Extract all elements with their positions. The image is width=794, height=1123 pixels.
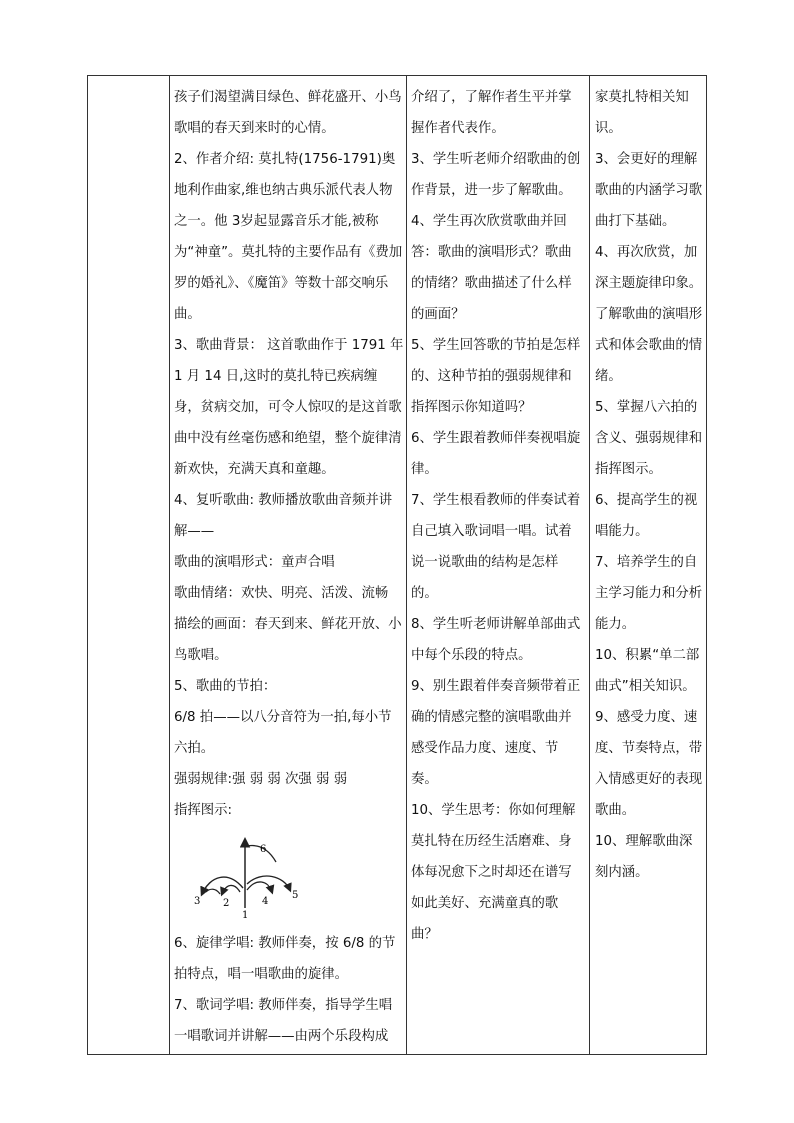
process-paragraph: 歌曲情绪：欢快、明亮、活泼、流畅 [174, 586, 389, 601]
goal-paragraph: 10、积累“单二部曲式”相关知识。 [595, 648, 700, 694]
process-paragraph: 6、旋律学唱: 教师伴奏，按 6/8 的节拍特点，唱一唱歌曲的旋律。 [174, 936, 396, 982]
teaching-process-column [174, 82, 404, 1052]
column-divider [169, 76, 170, 1054]
beat-label: 3 [194, 896, 201, 907]
goal-paragraph: 3、会更好的理解歌曲的内涵学习歌曲打下基础。 [595, 152, 703, 229]
goal-paragraph: 4、再次欣赏，加深主题旋律印象。了解歌曲的演唱形式和体会歌曲的情绪。 [595, 245, 703, 384]
beat-curve [247, 876, 290, 890]
student-paragraph: 5、学生回答歌的节拍是怎样的、这种节拍的强弱规律和指挥图示你知道吗？ [411, 338, 581, 415]
process-paragraph: 描绘的画面：春天到来、鲜花开放、小鸟歌唱。 [174, 617, 402, 663]
beat-curve [247, 882, 272, 892]
beat-curve [222, 885, 240, 894]
column-divider [406, 76, 407, 1054]
process-paragraph: 孩子们渴望满目绿色、鲜花盛开、小鸟歌唱的春天到来时的心情。 [174, 90, 402, 136]
process-paragraph: 4、复听歌曲: 教师播放歌曲音频并讲解—— [174, 493, 393, 539]
student-paragraph: 9、别生跟着伴奏音频带着正确的情感完整的演唱歌曲并感受作品力度、速度、节奏。 [411, 679, 581, 787]
process-paragraph: 6/8 拍——以八分音符为一拍,每小节六拍。 [174, 710, 392, 756]
student-paragraph: 4、学生再次欣赏歌曲并回答：歌曲的演唱形式？歌曲的情绪？歌曲描述了什么样的画面？ [411, 214, 572, 322]
student-paragraph: 8、学生听老师讲解单部曲式中每个乐段的特点。 [411, 617, 581, 663]
student-paragraph: 3、学生听老师介绍歌曲的创作背景，进一步了解歌曲。 [411, 152, 581, 198]
beat-label: 5 [292, 890, 299, 901]
beat-curve [206, 889, 220, 894]
process-paragraph: 强弱规律:强 弱 弱 次强 弱 弱 [174, 772, 348, 787]
goal-paragraph: 6、提高学生的视唱能力。 [595, 493, 698, 539]
lesson-table [87, 75, 707, 1055]
student-paragraph: 7、学生根看教师的伴奏试着自己填入歌词唱一唱。试着说一说歌曲的结构是怎样的。 [411, 493, 581, 601]
student-paragraph: 10、学生思考：你如何理解莫扎特在历经生活磨难、身体每况愈下之时却还在谱写如此美好、充满童真的歌曲？ [411, 803, 576, 942]
goal-paragraph: 5、掌握八六拍的含义、强弱规律和指挥图示。 [595, 400, 703, 477]
process-paragraph: 歌曲的演唱形式：童声合唱 [174, 555, 335, 570]
goal-paragraph: 10、理解歌曲深刻内涵。 [595, 834, 693, 880]
conducting-diagram [180, 832, 310, 920]
process-paragraph: 7、歌词学唱: 教师伴奏，指导学生唱一唱歌词并讲解——由两个乐段构成 [174, 998, 393, 1044]
process-paragraph: 3、歌曲背景： 这首歌曲作于 1791 年 1 月 14 日,这时的莫扎特已疾病缠身，贫病交加，可令人惊叹的是这首歌曲中没有丝毫伤感和绝望，整个旋律清新欢快，充满天真和童趣。 [174, 338, 404, 477]
beat-label: 2 [223, 898, 230, 909]
process-paragraph: 指挥图示: [174, 803, 233, 818]
student-paragraph: 6、学生跟着教师伴奏视唱旋律。 [411, 431, 581, 477]
design-intent-column [595, 82, 703, 888]
beat-label: 4 [262, 896, 269, 907]
beat-label: 6 [260, 844, 267, 855]
beat-label: 1 [242, 910, 249, 920]
process-paragraph: 5、歌曲的节拍： [174, 679, 277, 694]
goal-paragraph: 家莫扎特相关知识。 [595, 90, 689, 136]
goal-paragraph: 7、培养学生的自主学习能力和分析能力。 [595, 555, 703, 632]
student-activities-column [411, 82, 583, 950]
process-paragraph: 2、作者介绍: 莫扎特(1756-1791)奥地利作曲家,维也纳古典乐派代表人物之一。他 3岁起显露音乐才能,被称为“神童”。莫扎特的主要作品有《费加罗的婚礼》、《魔笛》等数十部交响乐曲。 [174, 152, 403, 322]
column-divider [589, 76, 590, 1054]
student-paragraph: 介绍了，了解作者生平并掌握作者代表作。 [411, 90, 572, 136]
goal-paragraph: 9、感受力度、速度、节奏特点，带入情感更好的表现歌曲。 [595, 710, 703, 818]
